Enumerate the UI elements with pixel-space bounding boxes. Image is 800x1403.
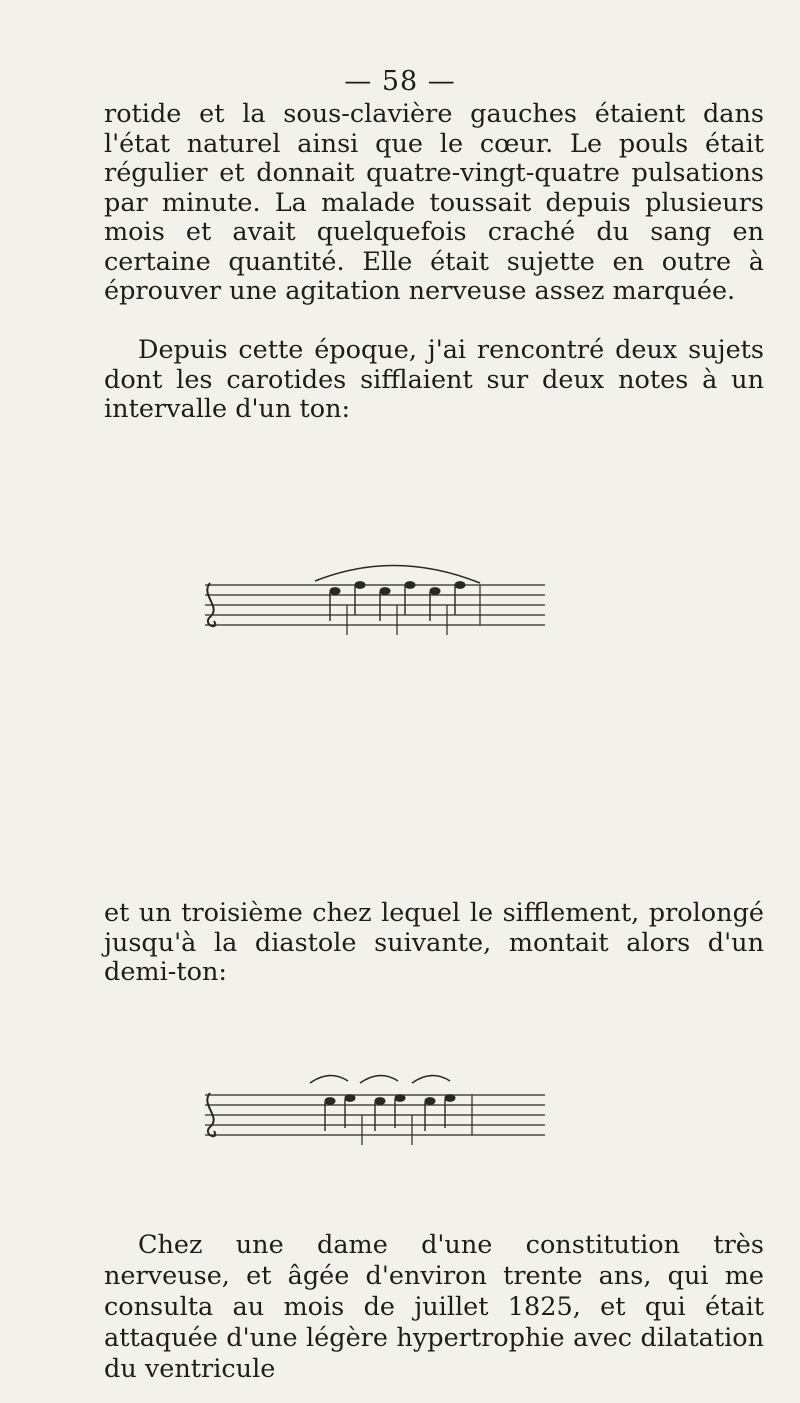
paragraph-4: Chez une dame d'une constitution très nerveuse, et âgée d'environ trente ans, qui me consulta au mois de juillet 1825, et qui était attaquée d'une légère hypertrophie avec dilatation du ventricule: [104, 1230, 764, 1384]
slur: [315, 565, 480, 583]
slur: [360, 1075, 398, 1083]
staff-lines: [205, 585, 545, 625]
page-number: — 58 —: [344, 66, 456, 97]
note: [330, 588, 340, 595]
note: [380, 588, 390, 595]
note: [325, 1098, 335, 1105]
slur: [310, 1075, 348, 1083]
slur: [412, 1075, 450, 1083]
note: [395, 1095, 405, 1102]
slurs: [310, 1075, 450, 1083]
note: [425, 1098, 435, 1105]
music-example-semitone: [190, 1065, 590, 1165]
note: [445, 1095, 455, 1102]
bar-lines: [347, 585, 480, 635]
note: [375, 1098, 385, 1105]
note: [405, 582, 415, 589]
paragraph-3: et un troisième chez lequel le sifflement, prolongé jusqu'à la diastole suivante, montait alors d'un demi-ton:: [104, 898, 764, 987]
music-example-whole-tone: [190, 555, 590, 655]
paragraph-1: rotide et la sous-clavière gauches étaient dans l'état naturel ainsi que le cœur. Le pouls était régulier et donnait quatre-vingt-quatre pulsations par minute. La malade toussait depuis plusieurs mois et avait quelquefois craché du sang en certaine quantité. Elle était sujette en outre à éprouver une agitation nerveuse assez marquée.: [104, 99, 764, 306]
note: [355, 582, 365, 589]
note: [345, 1095, 355, 1102]
note: [455, 582, 465, 589]
paragraph-2: Depuis cette époque, j'ai rencontré deux sujets dont les carotides sifflaient sur deux notes à un intervalle d'un ton:: [104, 335, 764, 424]
note: [430, 588, 440, 595]
